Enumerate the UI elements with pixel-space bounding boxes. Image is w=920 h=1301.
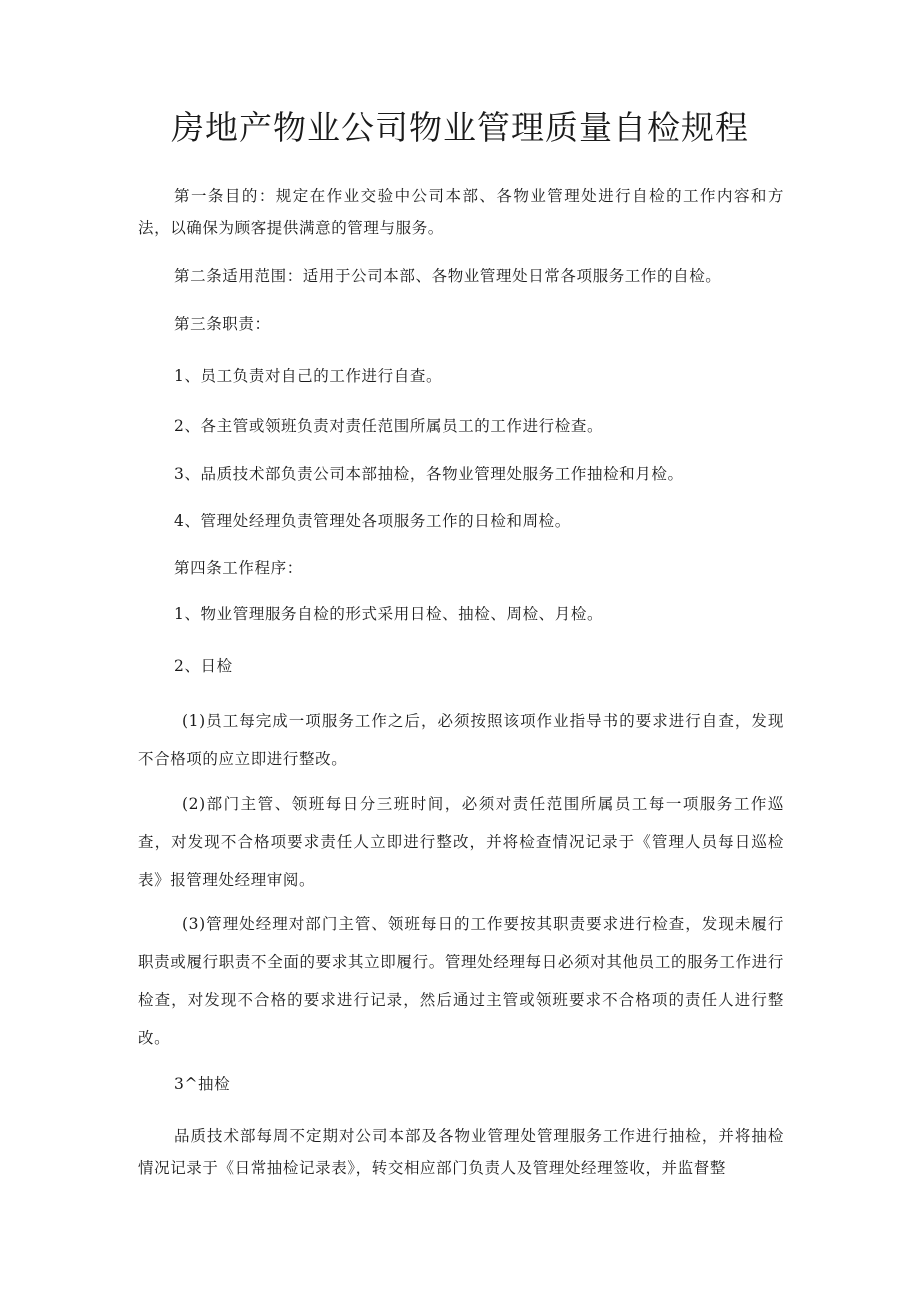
- paragraph-spot-check-heading: 3^抽检: [174, 1075, 231, 1093]
- paragraph-duty-1: 1、员工负责对自己的工作进行自查。: [174, 367, 443, 385]
- paragraph-article-2: 第二条适用范围：适用于公司本部、各物业管理处日常各项服务工作的自检。: [174, 267, 722, 285]
- paragraph-duty-2: 2、各主管或领班负责对责任范围所属员工的工作进行检查。: [174, 417, 604, 435]
- paragraph-duty-3: 3、品质技术部负责公司本部抽检，各物业管理处服务工作抽检和月检。: [174, 465, 684, 483]
- paragraph-daily-check-2: (2)部门主管、领班每日分三班时间，必须对责任范围所属员工每一项服务工作巡查，对发现不合格项要求责任人立即进行整改，并将检查情况记录于《管理人员每日巡检表》报管理处经理审阅。: [138, 795, 784, 889]
- paragraph-article-4-heading: 第四条工作程序：: [174, 559, 303, 577]
- paragraph-procedure-1: 1、物业管理服务自检的形式采用日检、抽检、周检、月检。: [174, 605, 604, 623]
- paragraph-procedure-2-heading: 2、日检: [174, 657, 233, 675]
- paragraph-article-1: 第一条目的：规定在作业交验中公司本部、各物业管理处进行自检的工作内容和方法，以确保为顾客提供满意的管理与服务。: [138, 187, 784, 237]
- paragraph-daily-check-1: (1)员工每完成一项服务工作之后，必须按照该项作业指导书的要求进行自查，发现不合格项的应立即进行整改。: [138, 712, 784, 768]
- paragraph-article-3-heading: 第三条职责：: [174, 315, 271, 333]
- paragraph-spot-check-body: 品质技术部每周不定期对公司本部及各物业管理处管理服务工作进行抽检，并将抽检情况记录于《日常抽检记录表》，转交相应部门负责人及管理处经理签收，并监督整: [138, 1127, 784, 1177]
- paragraph-duty-4: 4、管理处经理负责管理处各项服务工作的日检和周检。: [174, 512, 571, 530]
- paragraph-daily-check-3: (3)管理处经理对部门主管、领班每日的工作要按其职责要求进行检查，发现未履行职责或履行职责不全面的要求其立即履行。管理处经理每日必须对其他员工的服务工作进行检查，对发现不合格的要求进行记录，然后通过主管或领班要求不合格项的责任人进行整改。: [138, 915, 784, 1047]
- document-title: 房地产物业公司物业管理质量自检规程: [171, 108, 749, 147]
